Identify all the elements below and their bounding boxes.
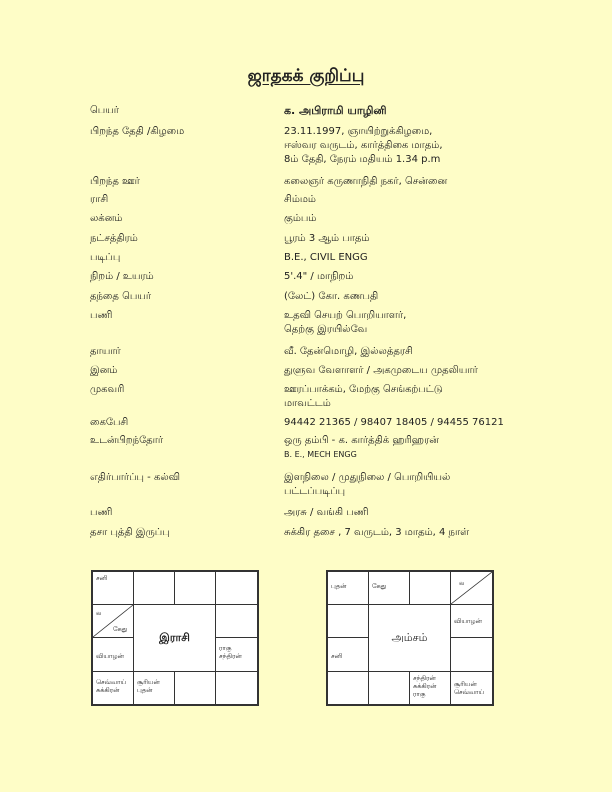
detail-value-line: B. E., MECH ENGG <box>284 450 357 459</box>
detail-value <box>284 232 554 246</box>
detail-value <box>284 175 554 189</box>
detail-value-line: 5'.4" / மாநிறம் <box>284 271 354 282</box>
detail-label: ராசி <box>90 194 109 205</box>
lagna-diagonal-icon <box>451 572 492 604</box>
rasi-cell: வியாழன் <box>92 637 134 672</box>
detail-value-line: சிம்மம் <box>284 194 316 205</box>
detail-label: பெயர் <box>90 105 120 116</box>
detail-label: இனம் <box>90 365 118 376</box>
rasi-cell <box>215 671 258 705</box>
rasi-cell <box>174 571 216 605</box>
rasi-cell <box>174 671 216 705</box>
detail-value <box>284 251 554 265</box>
amsam-center: அம்சம் <box>368 604 451 672</box>
rasi-cell: செவ்வாய் சுக்கிரன் <box>92 671 134 705</box>
detail-value-line: துளுவ வேளாளர் / அகமுடைய முதலியார் <box>284 365 478 376</box>
amsam-cell <box>409 571 451 605</box>
detail-label: நட்சத்திரம் <box>90 233 138 244</box>
detail-value <box>284 345 554 359</box>
detail-value-line: உதவி செயற் பொறியாளர், <box>284 310 407 321</box>
detail-label: பணி <box>90 507 113 518</box>
detail-value-line: B.E., CIVIL ENGG <box>284 252 368 263</box>
amsam-cell: சூரியன் செவ்வாய் <box>450 671 493 705</box>
detail-label: தந்தை பெயர் <box>90 291 152 302</box>
rasi-cell <box>133 571 175 605</box>
detail-value-line: 94442 21365 / 98407 18405 / 94455 76121 <box>284 417 504 428</box>
detail-value-line: க. அபிராமி யாழினி <box>284 104 387 117</box>
detail-value <box>284 212 554 226</box>
amsam-cell: வியாழன் <box>450 604 493 638</box>
detail-value-line: கலைஞர் கருணாநிதி நகர், சென்னை <box>284 176 448 187</box>
rasi-cell <box>215 571 258 605</box>
detail-label: நிறம் / உயரம் <box>90 271 154 282</box>
detail-label: உடன்பிறந்தோர் <box>90 435 164 446</box>
detail-label: பணி <box>90 310 113 321</box>
detail-value-line: ஈஸ்வர வருடம், கார்த்திகை மாதம், <box>284 140 443 151</box>
detail-value <box>284 506 554 520</box>
detail-label: படிப்பு <box>90 252 121 263</box>
rasi-cell-lagna: ல கேது <box>92 604 134 638</box>
rasi-cell: சூரியன் புதன் <box>133 671 175 705</box>
detail-value-line: 23.11.1997, ஞாயிற்றுக்கிழமை, <box>284 126 433 137</box>
detail-value <box>284 383 554 411</box>
detail-label: தசா புத்தி இருப்பு <box>90 527 170 538</box>
detail-value-line: ஊரப்பாக்கம், மேற்கு செங்கற்பட்டு <box>284 384 443 395</box>
amsam-cell <box>368 671 410 705</box>
detail-value-line: இளநிலை / முதுநிலை / பொறியியல் <box>284 472 451 483</box>
amsam-cell-lagna: ல <box>450 571 493 605</box>
amsam-chart <box>326 570 494 706</box>
amsam-cell: கேது <box>368 571 410 605</box>
detail-value-line: ஒரு தம்பி - க. கார்த்திக் ஹரிஹரன் <box>284 435 439 446</box>
detail-value-line: பட்டப்படிப்பு <box>284 486 346 497</box>
detail-label: எதிர்பார்ப்பு - கல்வி <box>90 472 181 483</box>
detail-label: கைபேசி <box>90 417 129 428</box>
detail-value <box>284 526 554 540</box>
rasi-center: இராசி <box>133 604 216 672</box>
detail-value <box>284 290 554 304</box>
amsam-cell: சனி <box>327 637 369 672</box>
amsam-cell: சந்திரன் சுக்கிரன் ராகு <box>409 671 451 705</box>
detail-value <box>284 270 554 284</box>
page-title: ஜாதகக் குறிப்பு <box>247 66 365 86</box>
detail-value <box>284 193 554 207</box>
rasi-cell: ராகு சந்திரன் <box>215 637 258 672</box>
detail-value-line: கும்பம் <box>284 213 317 224</box>
detail-value-line: தெற்கு இரயில்வே <box>284 324 368 335</box>
detail-label: முகவரி <box>90 384 125 395</box>
rasi-chart <box>91 570 259 706</box>
amsam-cell <box>327 604 369 638</box>
detail-label: பிறந்த தேதி /கிழமை <box>90 126 185 137</box>
amsam-cell: புதன் <box>327 571 369 605</box>
detail-value-line: அரசு / வங்கி பணி <box>284 507 369 518</box>
detail-value-line: 8ம் தேதி, நேரம் மதியம் 1.34 p.m <box>284 154 441 165</box>
detail-label: தாயார் <box>90 346 121 357</box>
rasi-cell <box>215 604 258 638</box>
detail-value-line: மாவட்டம் <box>284 398 331 409</box>
detail-label: பிறந்த ஊர் <box>90 176 140 187</box>
detail-value-line: பூரம் 3 ஆம் பாதம் <box>284 233 370 244</box>
detail-value-line: (லேட்) கோ. கணபதி <box>284 291 379 302</box>
detail-value <box>284 471 554 499</box>
detail-value <box>284 125 554 167</box>
detail-value <box>284 364 554 378</box>
detail-label: லக்னம் <box>90 213 123 224</box>
amsam-cell <box>327 671 369 705</box>
detail-value <box>284 104 554 118</box>
amsam-cell <box>450 637 493 672</box>
detail-value-line: சுக்கிர தசை , 7 வருடம், 3 மாதம், 4 நாள் <box>284 527 470 538</box>
detail-value <box>284 434 554 462</box>
rasi-cell: சனி <box>92 571 134 605</box>
detail-value <box>284 309 554 337</box>
detail-value <box>284 416 554 430</box>
detail-value-line: வீ. தேன்மொழி, இல்லத்தரசி <box>284 346 413 357</box>
